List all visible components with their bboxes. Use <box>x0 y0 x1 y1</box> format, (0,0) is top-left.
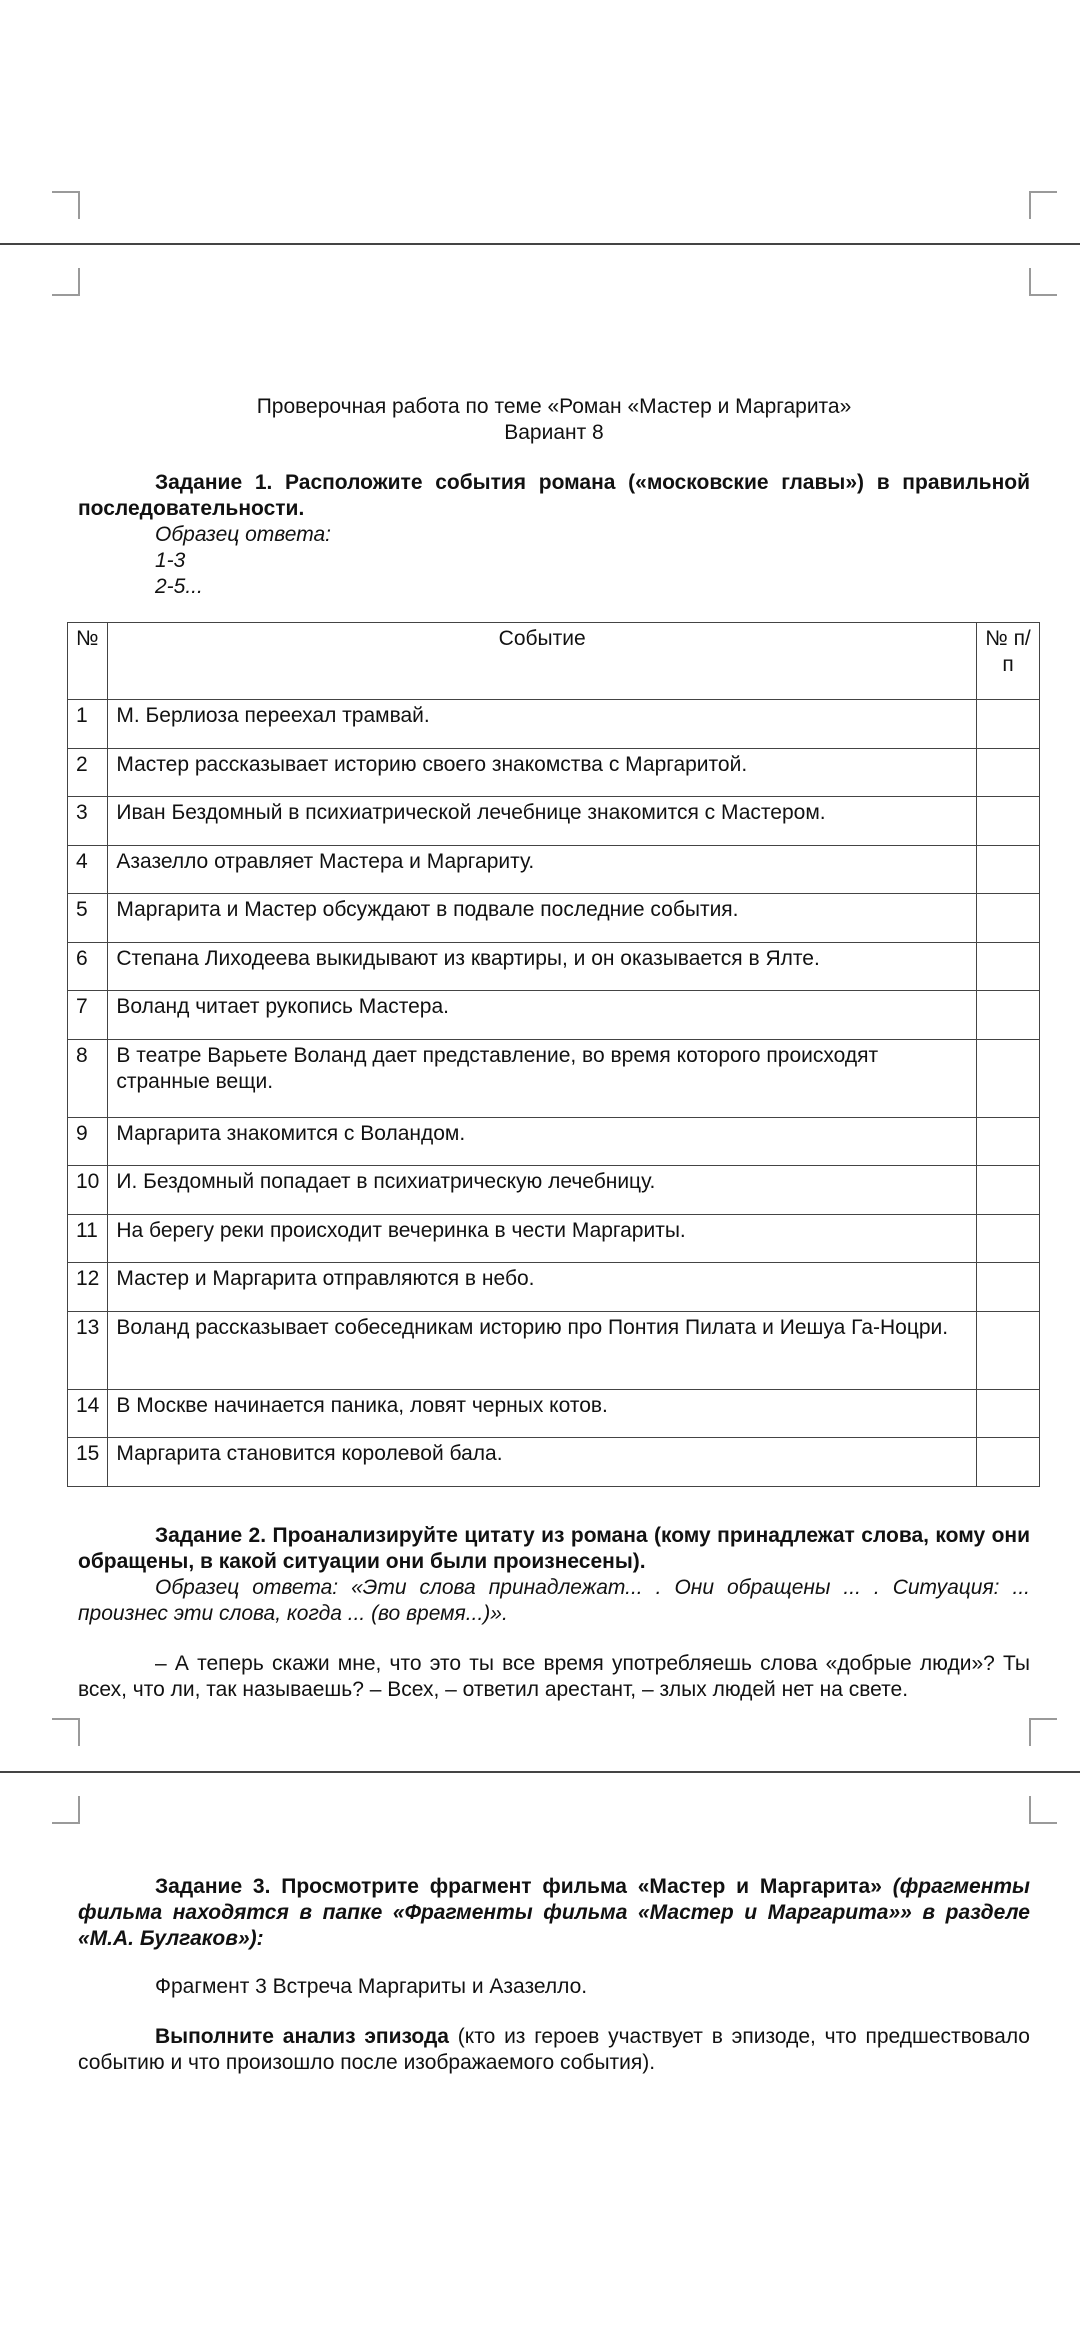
row-event: В театре Варьете Воланд дает представление, во время которого происходят странные вещи. <box>108 1039 977 1117</box>
page-break-divider <box>0 1771 1080 1773</box>
row-event: Маргарита и Мастер обсуждают в подвале последние события. <box>108 894 977 943</box>
variant-label: Вариант 8 <box>504 421 604 444</box>
page-corner-mark <box>1029 1796 1057 1824</box>
row-event: Воланд рассказывает собеседникам историю про Понтия Пилата и Иешуа Га-Ноцри. <box>108 1311 977 1389</box>
row-event: Мастер и Маргарита отправляются в небо. <box>108 1263 977 1312</box>
task3-folder-note: (фрагменты фильма находятся в папке «Фрагменты фильма «Мастер и Маргарита»» в разделе «М.А. Булгаков»): <box>78 1875 1030 1950</box>
table-row <box>68 1263 1040 1312</box>
row-number: 11 <box>68 1214 108 1263</box>
document-title-block <box>78 394 1030 446</box>
row-event: Маргарита знакомится с Воландом. <box>108 1117 977 1166</box>
page-corner-mark <box>52 191 80 219</box>
task2 <box>78 1523 1030 1703</box>
table-row <box>68 991 1040 1040</box>
row-number: 12 <box>68 1263 108 1312</box>
row-number: 15 <box>68 1438 108 1487</box>
row-order-cell[interactable] <box>977 797 1040 846</box>
task2-quote: – А теперь скажи мне, что это ты все время употребляешь слова «добрые люди»? Ты всех, что ли, так называешь? – Всех, – ответил арестант, – злых людей нет на свете. <box>78 1652 1030 1701</box>
table-header-row <box>68 623 1040 700</box>
row-event: Маргарита становится королевой бала. <box>108 1438 977 1487</box>
table-row <box>68 1214 1040 1263</box>
task3 <box>78 1874 1030 2076</box>
task3-instruction-bold: Выполните анализ эпизода <box>155 2025 449 2048</box>
row-event: И. Бездомный попадает в психиатрическую лечебницу. <box>108 1166 977 1215</box>
page-corner-mark <box>52 268 80 296</box>
row-event: На берегу реки происходит вечеринка в чести Маргариты. <box>108 1214 977 1263</box>
table-row <box>68 894 1040 943</box>
task3-fragment: Фрагмент 3 Встреча Маргариты и Азазелло. <box>155 1975 588 1998</box>
row-event: Иван Бездомный в психиатрической лечебнице знакомится с Мастером. <box>108 797 977 846</box>
table-row <box>68 1438 1040 1487</box>
task1-sample-line: 2-5... <box>155 575 203 598</box>
row-number: 8 <box>68 1039 108 1117</box>
table-row <box>68 1166 1040 1215</box>
row-order-cell[interactable] <box>977 700 1040 749</box>
row-number: 13 <box>68 1311 108 1389</box>
row-order-cell[interactable] <box>977 991 1040 1040</box>
row-number: 10 <box>68 1166 108 1215</box>
row-event: Мастер рассказывает историю своего знакомства с Маргаритой. <box>108 748 977 797</box>
header-event: Событие <box>108 623 977 700</box>
row-event: Азазелло отравляет Мастера и Маргариту. <box>108 845 977 894</box>
page-break-divider <box>0 243 1080 245</box>
task3-instruction-rest: (кто из героев участвует в эпизоде, что предшествовало событию и что произошло после изображаемого события). <box>78 2025 1030 2074</box>
row-order-cell[interactable] <box>977 1389 1040 1438</box>
page-corner-mark <box>52 1796 80 1824</box>
page-corner-mark <box>1029 1718 1057 1746</box>
task3-instruction <box>78 2024 1030 2076</box>
header-order: № п/п <box>977 623 1040 700</box>
table-row <box>68 1389 1040 1438</box>
row-order-cell[interactable] <box>977 1166 1040 1215</box>
page-corner-mark <box>52 1718 80 1746</box>
task1-sample-label: Образец ответа: <box>155 523 331 546</box>
task1-sample-line: 1-3 <box>155 549 186 572</box>
row-number: 7 <box>68 991 108 1040</box>
row-number: 3 <box>68 797 108 846</box>
table-row <box>68 1117 1040 1166</box>
table-row <box>68 1039 1040 1117</box>
row-number: 9 <box>68 1117 108 1166</box>
row-order-cell[interactable] <box>977 845 1040 894</box>
events-table <box>67 622 1040 1487</box>
task1 <box>78 470 1030 600</box>
row-order-cell[interactable] <box>977 1438 1040 1487</box>
task3-lead: Задание 3. Просмотрите фрагмент фильма «Мастер и Маргарита» <box>155 1875 882 1898</box>
row-number: 5 <box>68 894 108 943</box>
row-event: Воланд читает рукопись Мастера. <box>108 991 977 1040</box>
task1-text: Задание 1. Расположите события романа («московские главы») в правильной последовательности. <box>78 471 1030 520</box>
row-number: 14 <box>68 1389 108 1438</box>
row-order-cell[interactable] <box>977 1214 1040 1263</box>
table-row <box>68 1311 1040 1389</box>
task3-text <box>78 1874 1030 1952</box>
row-number: 2 <box>68 748 108 797</box>
table-row <box>68 845 1040 894</box>
row-order-cell[interactable] <box>977 1117 1040 1166</box>
row-order-cell[interactable] <box>977 894 1040 943</box>
row-event: М. Берлиоза переехал трамвай. <box>108 700 977 749</box>
row-number: 6 <box>68 942 108 991</box>
page-corner-mark <box>1029 268 1057 296</box>
row-order-cell[interactable] <box>977 1311 1040 1389</box>
task2-sample: Образец ответа: «Эти слова принадлежат... . Они обращены ... . Ситуация: ... произнес эти слова, когда ... (во время...)». <box>78 1576 1030 1625</box>
page-corner-mark <box>1029 191 1057 219</box>
row-order-cell[interactable] <box>977 942 1040 991</box>
table-row <box>68 748 1040 797</box>
table-row <box>68 700 1040 749</box>
row-number: 1 <box>68 700 108 749</box>
row-order-cell[interactable] <box>977 1039 1040 1117</box>
row-event: В Москве начинается паника, ловят черных котов. <box>108 1389 977 1438</box>
row-order-cell[interactable] <box>977 1263 1040 1312</box>
row-number: 4 <box>68 845 108 894</box>
table-row <box>68 942 1040 991</box>
task2-text: Задание 2. Проанализируйте цитату из романа (кому принадлежат слова, кому они обращены, в какой ситуации они были произнесены). <box>78 1524 1030 1573</box>
row-order-cell[interactable] <box>977 748 1040 797</box>
header-number: № <box>68 623 108 700</box>
table-row <box>68 797 1040 846</box>
document-title: Проверочная работа по теме «Роман «Мастер и Маргарита» <box>256 395 852 418</box>
row-event: Степана Лиходеева выкидывают из квартиры, и он оказывается в Ялте. <box>108 942 977 991</box>
